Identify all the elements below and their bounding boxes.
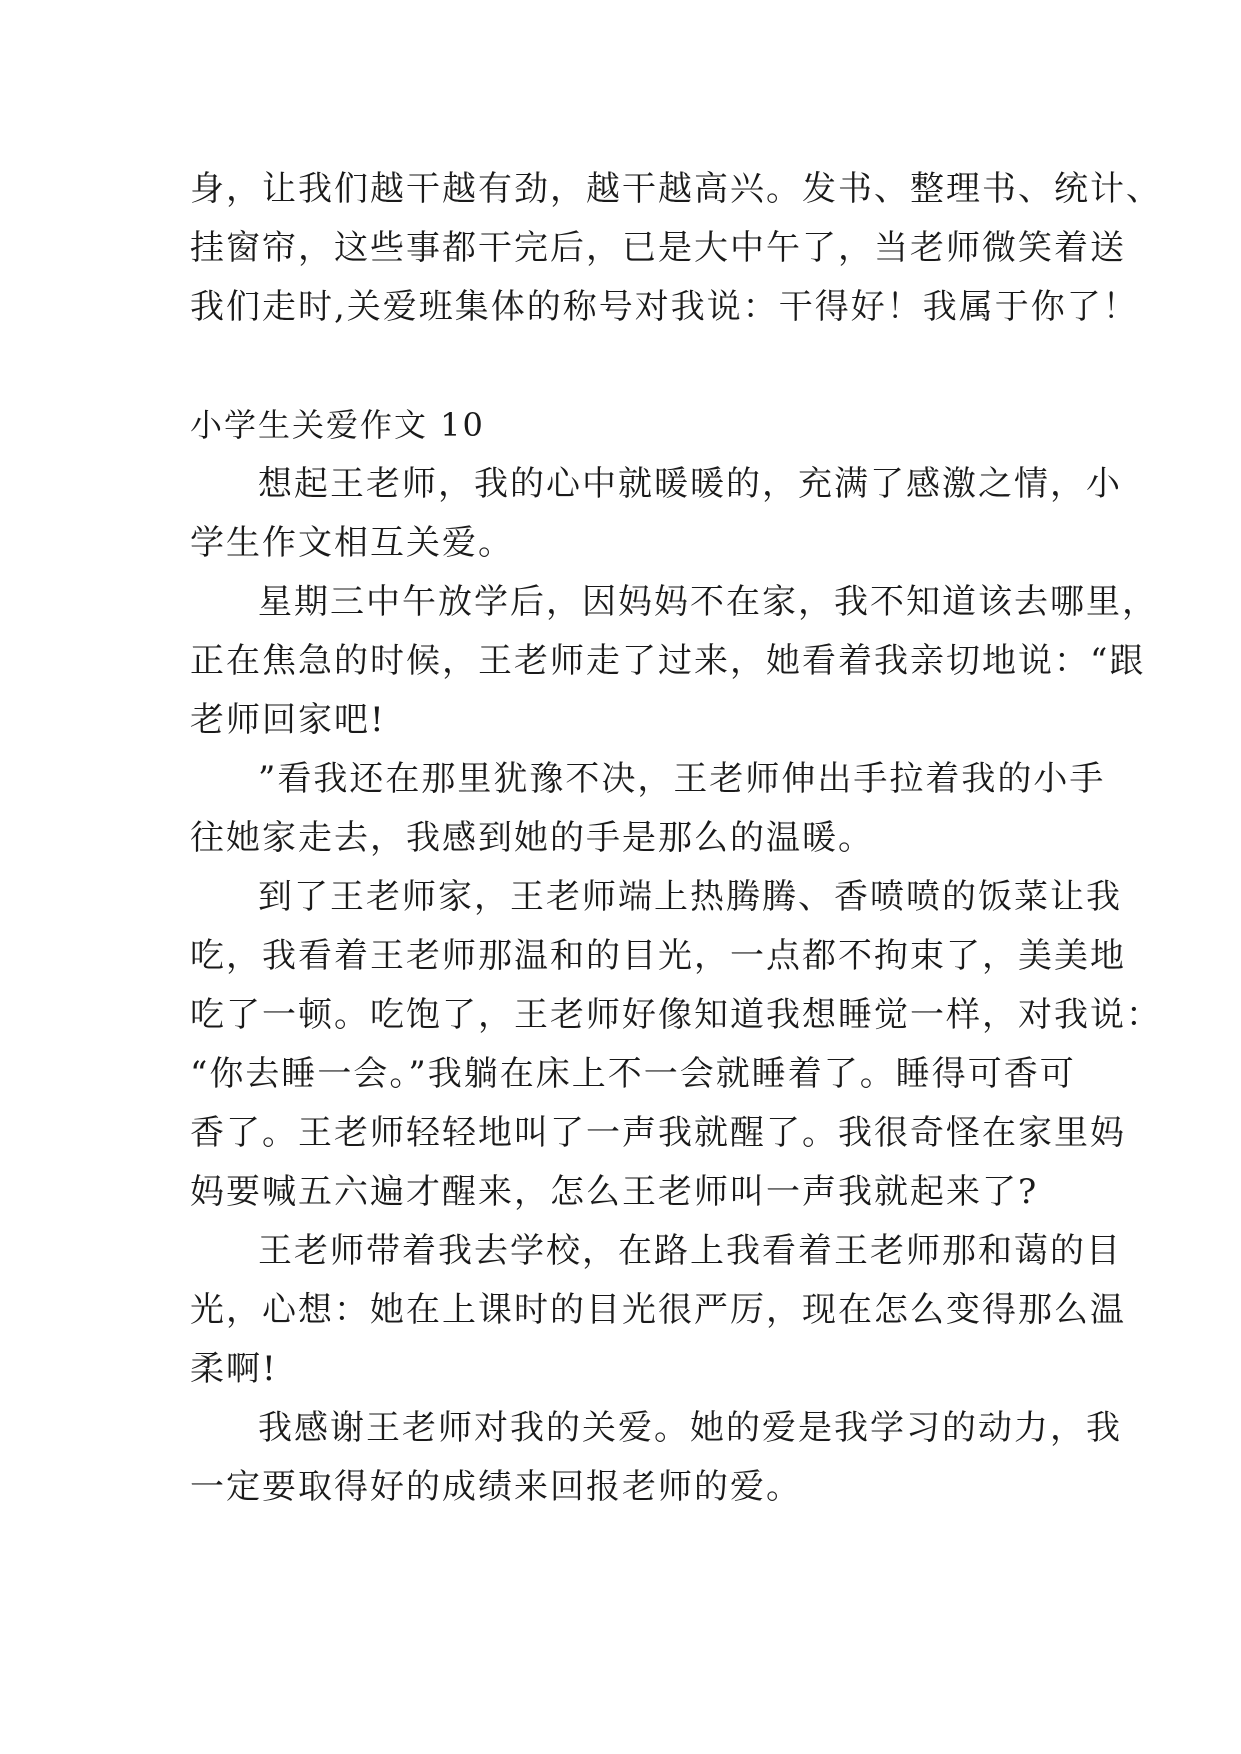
- document-page: [190, 160, 1162, 1517]
- paragraph-line: 光，心想：她在上课时的目光很严厉，现在怎么变得那么温: [190, 1290, 1126, 1330]
- paragraph-line: 学生作文相互关爱。: [190, 523, 514, 563]
- essay-title: 小学生关爱作文 10: [190, 406, 485, 444]
- paragraph-3: [190, 750, 1106, 868]
- paragraph-line: 王老师带着我去学校，在路上我看着王老师那和蔼的目: [258, 1231, 1122, 1271]
- paragraph-line: 妈要喊五六遍才醒来，怎么王老师叫一声我就起来了?: [190, 1172, 1039, 1212]
- paragraph-line: 吃，我看着王老师那温和的目光，一点都不拘束了，美美地: [190, 936, 1126, 976]
- intro-line: 身，让我们越干越有劲，越干越高兴。发书、整理书、统计、: [190, 169, 1162, 209]
- paragraph-6: [190, 1399, 1122, 1517]
- paragraph-1: [190, 455, 1122, 573]
- paragraph-line: 往她家走去，我感到她的手是那么的温暖。: [190, 818, 874, 858]
- intro-line: 挂窗帘，这些事都干完后，已是大中午了，当老师微笑着送: [190, 228, 1126, 268]
- paragraph-line: 想起王老师，我的心中就暖暖的，充满了感激之情，小: [258, 464, 1122, 504]
- paragraph-line: 老师回家吧!: [190, 700, 386, 740]
- paragraph-line: 一定要取得好的成绩来回报老师的爱。: [190, 1467, 802, 1507]
- intro-line: 我们走时,关爱班集体的称号对我说：干得好！我属于你了！: [190, 287, 1139, 327]
- section-gap: [190, 337, 1070, 396]
- paragraph-2: [190, 573, 1158, 750]
- paragraph-line: 吃了一顿。吃饱了，王老师好像知道我想睡觉一样，对我说：: [190, 995, 1162, 1035]
- paragraph-line: 我感谢王老师对我的关爱。她的爱是我学习的动力，我: [258, 1408, 1122, 1448]
- paragraph-line: 正在焦急的时候，王老师走了过来，她看着我亲切地说：“跟: [190, 641, 1146, 681]
- paragraph-line: 到了王老师家，王老师端上热腾腾、香喷喷的饭菜让我: [258, 877, 1122, 917]
- paragraph-line: “你去睡一会。”我躺在床上不一会就睡着了。睡得可香可: [190, 1054, 1076, 1094]
- paragraph-line: ”看我还在那里犹豫不决，王老师伸出手拉着我的小手: [258, 759, 1106, 799]
- paragraph-line: 星期三中午放学后，因妈妈不在家，我不知道该去哪里，: [258, 582, 1158, 622]
- paragraph-4: [190, 868, 1162, 1222]
- paragraph-line: 香了。王老师轻轻地叫了一声我就醒了。我很奇怪在家里妈: [190, 1113, 1126, 1153]
- paragraph-5: [190, 1222, 1126, 1399]
- paragraph-line: 柔啊!: [190, 1349, 278, 1389]
